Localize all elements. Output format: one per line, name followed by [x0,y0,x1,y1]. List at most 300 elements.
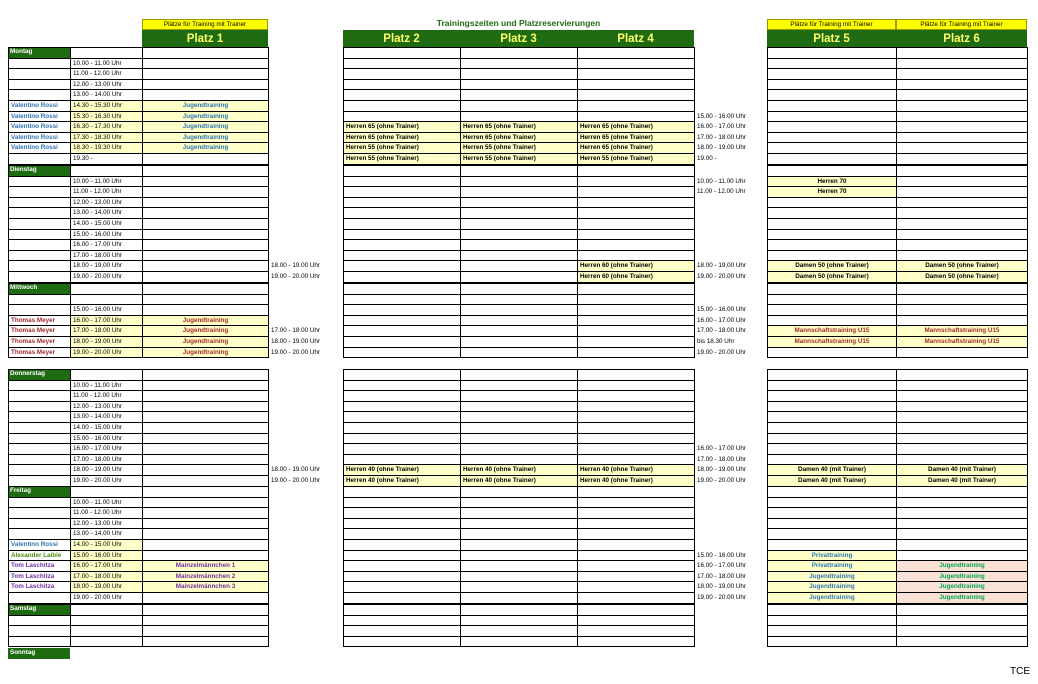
day-montag-name-cell: Valentino Rossi [11,102,58,109]
grid-line [767,369,1027,370]
day-freitag-p5-cell: Jugendtraining [768,572,896,582]
day-freitag-time-cell: 16.00 - 17.00 Uhr [71,561,142,571]
day-mittwoch-t2-cell: bis 18.30 Uhr [697,338,735,345]
grid-line [343,283,694,284]
grid-line [343,604,694,605]
platz-header-3: Platz 3 [460,30,577,48]
grid-line [767,347,1027,348]
grid-line [343,615,694,616]
day-montag-time-cell: 12.00 - 13.00 Uhr [73,80,123,88]
grid-line [767,111,1027,112]
grid-line [767,646,1027,647]
day-montag-name-cell: Valentino Rossi [11,133,58,141]
platz-header-2: Platz 2 [343,30,460,48]
day-donnerstag-p2-cell: Herren 40 (ohne Trainer) [344,476,460,486]
day-dienstag-time-cell: 18.00 - 19.00 Uhr [73,262,123,270]
grid-line [8,369,268,370]
grid-line [8,283,268,284]
day-dienstag-time-cell: 15.00 - 16.00 Uhr [73,230,123,238]
day-mittwoch-t2-cell: 19.00 - 20.00 Uhr [697,348,747,356]
day-mittwoch-time-cell: 15.00 - 16.00 Uhr [73,306,123,314]
day-montag-t2-cell: 15.00 - 16.00 Uhr [697,112,747,120]
day-montag-time-cell: 16.30 - 17.30 Uhr [71,122,142,132]
day-freitag-time-cell: 17.00 - 18.00 Uhr [71,572,142,582]
grid-line [268,486,269,604]
day-montag-p4-cell: Herren 55 (ohne Trainer) [578,154,694,164]
grid-line [767,47,1027,48]
grid-line [767,380,1027,381]
grid-line [767,100,1027,101]
grid-line [767,390,1027,391]
day-donnerstag-time-cell: 19.00 - 20.00 Uhr [73,477,123,484]
day-montag-t2-cell: 16.00 - 17.00 Uhr [697,123,747,131]
grid-line [767,239,1027,240]
day-montag-p1-cell: Jugendtraining [143,143,268,153]
day-mittwoch-p5-cell: Mannschaftstraining U15 [768,326,896,336]
day-dienstag-time-cell: 13.00 - 14.00 Uhr [73,209,123,217]
day-montag-name-cell: Valentino Rossi [11,112,58,120]
grid-line [343,218,694,219]
grid-line [767,68,1027,69]
grid-line [767,283,1027,284]
day-montag-p3-cell: Herren 65 (ohne Trainer) [461,133,577,143]
grid-line [767,197,1027,198]
grid-line [343,604,344,647]
grid-line [767,433,1027,434]
grid-line [767,507,1027,508]
day-mittwoch-p1-cell: Jugendtraining [143,348,268,358]
grid-line [8,165,268,166]
day-montag-time-cell: 18.30 - 19.30 Uhr [71,143,142,153]
day-mittwoch-name-cell: Thomas Meyer [11,338,56,345]
day-donnerstag-t2-cell: 18.00 - 19.00 Uhr [697,466,747,474]
grid-line [896,604,897,647]
day-freitag-p1-cell: Mainzelmännchen 3 [143,582,268,592]
grid-line [8,486,268,487]
grid-line [767,518,1027,519]
day-dienstag-time-cell: 11.00 - 12.00 Uhr [73,188,122,196]
grid-line [343,539,694,540]
grid-line [460,486,461,604]
grid-line [1027,283,1028,358]
day-montag-p2-cell: Herren 65 (ohne Trainer) [344,133,460,143]
day-mittwoch-t1-cell: 17.00 - 18.00 Uhr [271,327,321,335]
grid-line [767,454,1027,455]
day-donnerstag-time-cell: 10.00 - 11.00 Uhr [73,381,122,389]
grid-line [343,100,694,101]
grid-line [767,229,1027,230]
day-montag-time-cell: 15.30 - 16.30 Uhr [71,112,142,122]
grid-line [460,283,461,358]
day-donnerstag-p6-cell: Damen 40 (mit Trainer) [897,476,1027,486]
day-freitag-t2-cell: 15.00 - 16.00 Uhr [697,551,747,559]
day-mittwoch-t2-cell: 15.00 - 16.00 Uhr [697,306,747,314]
day-montag-time-cell: 13.00 - 14.00 Uhr [73,91,123,99]
grid-line [767,132,1027,133]
grid-line [767,218,1027,219]
grid-line [8,604,9,647]
grid-line [767,47,768,165]
grid-line [343,581,694,582]
grid-line [343,304,694,305]
day-mittwoch-time-cell: 18.00 - 19.00 Uhr [71,337,142,347]
grid-line [1027,369,1028,487]
day-header-sonntag: Sonntag [8,648,70,659]
day-dienstag-t2-cell: 10.00 - 11.00 Uhr [697,177,746,185]
day-montag-p1-cell: Jugendtraining [143,133,268,143]
grid-line [343,229,694,230]
day-freitag-p1-cell: Mainzelmännchen 1 [143,561,268,571]
grid-line [343,486,344,604]
grid-line [343,165,694,166]
day-dienstag-p6-cell: Damen 50 (ohne Trainer) [897,272,1027,282]
day-montag-p4-cell: Herren 65 (ohne Trainer) [578,133,694,143]
grid-line [767,250,1027,251]
day-montag-p1-cell: Jugendtraining [143,122,268,132]
grid-line [767,89,1027,90]
grid-line [343,197,694,198]
day-header-montag: Montag [8,47,70,58]
platz-header-4: Platz 4 [577,30,694,48]
platz6-training-tag: Plätze für Training mit Trainer [896,19,1027,30]
grid-line [767,357,1027,358]
day-montag-p1-cell: Jugendtraining [143,101,268,111]
grid-line [767,422,1027,423]
day-freitag-p5-cell: Jugendtraining [768,593,896,603]
day-freitag-p1-cell: Mainzelmännchen 2 [143,572,268,582]
grid-line [343,550,694,551]
grid-line [8,615,268,616]
grid-line [896,47,897,165]
day-donnerstag-t2-cell: 19.00 - 20.00 Uhr [697,477,747,484]
day-freitag-time-cell: 11.00 - 12.00 Uhr [73,509,122,517]
day-mittwoch-t1-cell: 18.00 - 19.00 Uhr [271,338,321,345]
grid-line [343,422,694,423]
day-montag-p1-cell: Jugendtraining [143,112,268,122]
day-dienstag-t2-cell: 18.00 - 19.00 Uhr [697,262,747,270]
grid-line [343,186,694,187]
day-mittwoch-p1-cell: Jugendtraining [143,316,268,326]
day-mittwoch-p6-cell: Mannschaftstraining U15 [897,326,1027,336]
day-dienstag-t2-cell: 11.00 - 12.00 Uhr [697,188,746,196]
grid-line [343,47,694,48]
grid-line [767,401,1027,402]
day-montag-p2-cell: Herren 55 (ohne Trainer) [344,143,460,153]
day-donnerstag-t2-cell: 17.00 - 18.00 Uhr [697,455,747,463]
grid-line [767,604,768,647]
day-dienstag-time-cell: 17.00 - 18.00 Uhr [73,251,123,259]
grid-line [767,539,1027,540]
grid-line [1027,486,1028,604]
grid-line [767,486,1027,487]
day-dienstag-t2-cell: 19.00 - 20.00 Uhr [697,273,747,280]
grid-line [343,518,694,519]
day-montag-p3-cell: Herren 65 (ohne Trainer) [461,122,577,132]
grid-line [767,604,1027,605]
grid-line [343,443,694,444]
day-donnerstag-p4-cell: Herren 40 (ohne Trainer) [578,465,694,475]
grid-line [767,304,1027,305]
grid-line [268,47,269,165]
grid-line [8,646,268,647]
grid-line [343,58,694,59]
grid-line [343,497,694,498]
sheet-title: Trainingszeiten und Platzreservierungen [436,18,601,28]
day-donnerstag-p6-cell: Damen 40 (mit Trainer) [897,465,1027,475]
day-donnerstag-time-cell: 15.00 - 16.00 Uhr [73,434,123,442]
day-mittwoch-time-cell: 16.00 - 17.00 Uhr [71,316,142,326]
grid-line [767,121,1027,122]
day-donnerstag-p3-cell: Herren 40 (ohne Trainer) [461,465,577,475]
grid-line [767,153,1027,154]
day-dienstag-t1-cell: 19.00 - 20.00 Uhr [271,273,321,280]
grid-line [767,207,1027,208]
grid-line [343,592,694,593]
day-freitag-name-cell: Tom Laschitza [11,572,55,580]
day-donnerstag-time-cell: 17.00 - 18.00 Uhr [73,455,123,463]
grid-line [343,294,694,295]
grid-line [343,89,694,90]
day-montag-p4-cell: Herren 65 (ohne Trainer) [578,143,694,153]
grid-line [694,604,695,647]
grid-line [343,401,694,402]
grid-line [343,325,694,326]
day-montag-p4-cell: Herren 65 (ohne Trainer) [578,122,694,132]
grid-line [577,486,578,604]
day-freitag-t2-cell: 18.00 - 19.00 Uhr [697,583,747,591]
grid-line [8,636,268,637]
grid-line [343,571,694,572]
day-montag-p2-cell: Herren 55 (ohne Trainer) [344,154,460,164]
day-freitag-t2-cell: 16.00 - 17.00 Uhr [697,562,747,570]
grid-line [767,497,1027,498]
grid-line [577,283,578,358]
day-dienstag-p5-cell: Herren 70 [768,187,896,197]
grid-line [343,111,694,112]
day-montag-name-cell: Valentino Rossi [11,123,58,131]
day-donnerstag-p3-cell: Herren 40 (ohne Trainer) [461,476,577,486]
day-header-freitag: Freitag [8,486,70,497]
day-freitag-name-cell: Tom Laschitza [11,562,55,570]
day-dienstag-p4-cell: Herren 60 (ohne Trainer) [578,272,694,282]
day-donnerstag-time-cell: 12.00 - 13.00 Uhr [73,402,123,410]
platz-header-6: Platz 6 [896,30,1027,48]
day-freitag-time-cell: 19.00 - 20.00 Uhr [73,594,123,601]
grid-line [460,165,461,283]
day-mittwoch-name-cell: Thomas Meyer [11,327,56,335]
grid-line [577,604,578,647]
day-donnerstag-p4-cell: Herren 40 (ohne Trainer) [578,476,694,486]
grid-line [767,142,1027,143]
day-montag-t2-cell: 18.00 - 19.00 Uhr [697,144,747,152]
day-freitag-name-cell: Alexander Laible [11,551,62,559]
grid-line [343,560,694,561]
day-montag-p3-cell: Herren 55 (ohne Trainer) [461,143,577,153]
day-mittwoch-t1-cell: 19.00 - 20.00 Uhr [271,348,321,356]
day-freitag-p5-cell: Jugendtraining [768,582,896,592]
grid-line [343,486,694,487]
grid-line [343,528,694,529]
day-freitag-name-cell: Valentino Rossi [11,541,58,548]
day-header-mittwoch: Mittwoch [8,283,70,294]
grid-line [142,369,143,487]
grid-line [767,411,1027,412]
day-dienstag-p4-cell: Herren 60 (ohne Trainer) [578,261,694,271]
day-donnerstag-time-cell: 11.00 - 12.00 Uhr [73,392,122,400]
grid-line [343,283,344,358]
day-mittwoch-p5-cell: Mannschaftstraining U15 [768,337,896,347]
day-freitag-time-cell: 18.00 - 19.00 Uhr [71,582,142,592]
day-dienstag-time-cell: 10.00 - 11.00 Uhr [73,177,122,185]
day-donnerstag-t1-cell: 19.00 - 20.00 Uhr [271,477,321,484]
day-header-donnerstag: Donnerstag [8,369,70,380]
grid-line [343,433,694,434]
grid-line [343,315,694,316]
grid-line [8,47,268,48]
grid-line [1027,165,1028,283]
grid-line [8,604,268,605]
day-freitag-p6-cell: Jugendtraining [897,561,1027,571]
day-freitag-p5-cell: Privattraining [768,561,896,571]
day-dienstag-time-cell: 19.00 - 20.00 Uhr [73,273,123,280]
day-montag-p3-cell: Herren 55 (ohne Trainer) [461,154,577,164]
grid-line [767,283,768,358]
grid-line [8,294,268,295]
day-montag-t2-cell: 17.00 - 18.00 Uhr [697,133,747,141]
day-freitag-p6-cell: Jugendtraining [897,593,1027,603]
grid-line [767,165,1027,166]
day-mittwoch-p6-cell: Mannschaftstraining U15 [897,337,1027,347]
grid-line [343,165,344,283]
grid-line [767,625,1027,626]
day-mittwoch-name-cell: Thomas Meyer [11,348,56,356]
grid-line [767,315,1027,316]
day-freitag-time-cell: 12.00 - 13.00 Uhr [73,519,123,527]
grid-line [343,357,694,358]
day-freitag-name-cell: Tom Laschitza [11,583,55,591]
grid-line [343,625,694,626]
grid-line [343,390,694,391]
day-montag-name-cell: Valentino Rossi [11,144,58,152]
day-montag-p2-cell: Herren 65 (ohne Trainer) [344,122,460,132]
platz-header-1: Platz 1 [142,30,268,48]
grid-line [343,369,694,370]
day-montag-time-cell: 11.00 - 12.00 Uhr [73,70,122,78]
grid-line [767,528,1027,529]
grid-line [767,294,1027,295]
grid-line [767,636,1027,637]
grid-line [142,165,143,283]
grid-line [343,411,694,412]
day-mittwoch-time-cell: 19.00 - 20.00 Uhr [71,348,142,358]
grid-line [343,646,694,647]
day-mittwoch-t2-cell: 17.00 - 18.00 Uhr [697,327,747,335]
grid-line [343,636,694,637]
day-donnerstag-time-cell: 13.00 - 14.00 Uhr [73,413,123,421]
day-dienstag-p5-cell: Damen 50 (ohne Trainer) [768,272,896,282]
day-dienstag-p6-cell: Damen 50 (ohne Trainer) [897,261,1027,271]
day-header-samstag: Samstag [8,604,70,615]
day-montag-time-cell: 14.30 - 15.30 Uhr [71,101,142,111]
grid-line [1027,47,1028,165]
footer-label: TCE [1010,666,1030,677]
grid-line [343,250,694,251]
day-dienstag-time-cell: 14.00 - 15.00 Uhr [73,220,123,227]
grid-line [343,68,694,69]
grid-line [343,454,694,455]
platz1-training-tag: Plätze für Training mit Trainer [142,19,268,30]
grid-line [1027,604,1028,647]
day-freitag-p6-cell: Jugendtraining [897,572,1027,582]
grid-line [142,604,143,647]
grid-line [8,369,9,487]
grid-line [343,347,694,348]
day-freitag-p6-cell: Jugendtraining [897,582,1027,592]
day-dienstag-t1-cell: 18.00 - 19.00 Uhr [271,262,321,270]
day-mittwoch-p1-cell: Jugendtraining [143,337,268,347]
grid-line [767,58,1027,59]
day-header-dienstag: Dienstag [8,165,70,176]
grid-line [343,207,694,208]
grid-line [896,283,897,358]
day-freitag-t2-cell: 19.00 - 20.00 Uhr [697,594,747,601]
day-montag-time-cell: 19.30 - [73,155,93,162]
day-freitag-time-cell: 15.00 - 16.00 Uhr [71,551,142,561]
grid-line [70,604,71,647]
day-mittwoch-time-cell: 17.00 - 18.00 Uhr [71,326,142,336]
grid-line [767,615,1027,616]
day-freitag-time-cell: 10.00 - 11.00 Uhr [73,498,122,506]
day-freitag-time-cell: 13.00 - 14.00 Uhr [73,530,123,538]
day-donnerstag-p2-cell: Herren 40 (ohne Trainer) [344,465,460,475]
grid-line [343,239,694,240]
platz5-training-tag: Plätze für Training mit Trainer [767,19,896,30]
day-donnerstag-t2-cell: 16.00 - 17.00 Uhr [697,445,747,453]
grid-line [343,380,694,381]
day-mittwoch-name-cell: Thomas Meyer [11,316,56,324]
day-donnerstag-p5-cell: Damen 40 (mit Trainer) [768,465,896,475]
day-mittwoch-p1-cell: Jugendtraining [143,326,268,336]
platz-header-5: Platz 5 [767,30,896,48]
grid-line [767,443,1027,444]
day-montag-time-cell: 10.00 - 11.00 Uhr [73,59,122,67]
day-freitag-time-cell: 14.00 - 15.00 Uhr [71,540,142,550]
day-mittwoch-t2-cell: 16.00 - 17.00 Uhr [697,316,747,324]
grid-line [767,79,1027,80]
day-donnerstag-time-cell: 14.00 - 15.00 Uhr [73,424,123,431]
day-donnerstag-time-cell: 18.00 - 19.00 Uhr [73,466,123,474]
day-dienstag-time-cell: 12.00 - 13.00 Uhr [73,198,123,206]
grid-line [268,604,269,647]
day-freitag-p5-cell: Privattraining [768,551,896,561]
day-dienstag-time-cell: 16.00 - 17.00 Uhr [73,241,123,249]
day-donnerstag-time-cell: 16.00 - 17.00 Uhr [73,445,123,453]
day-montag-t2-cell: 19.00 - [697,155,717,162]
day-donnerstag-p5-cell: Damen 40 (mit Trainer) [768,476,896,486]
grid-line [460,604,461,647]
day-dienstag-p5-cell: Damen 50 (ohne Trainer) [768,261,896,271]
day-montag-time-cell: 17.30 - 18.30 Uhr [71,133,142,143]
grid-line [343,507,694,508]
day-dienstag-p5-cell: Herren 70 [768,177,896,187]
grid-line [343,79,694,80]
grid-line [343,176,694,177]
grid-line [343,336,694,337]
day-freitag-t2-cell: 17.00 - 18.00 Uhr [697,572,747,580]
grid-line [8,165,9,283]
grid-line [8,625,268,626]
day-donnerstag-t1-cell: 18.00 - 19.00 Uhr [271,466,321,474]
